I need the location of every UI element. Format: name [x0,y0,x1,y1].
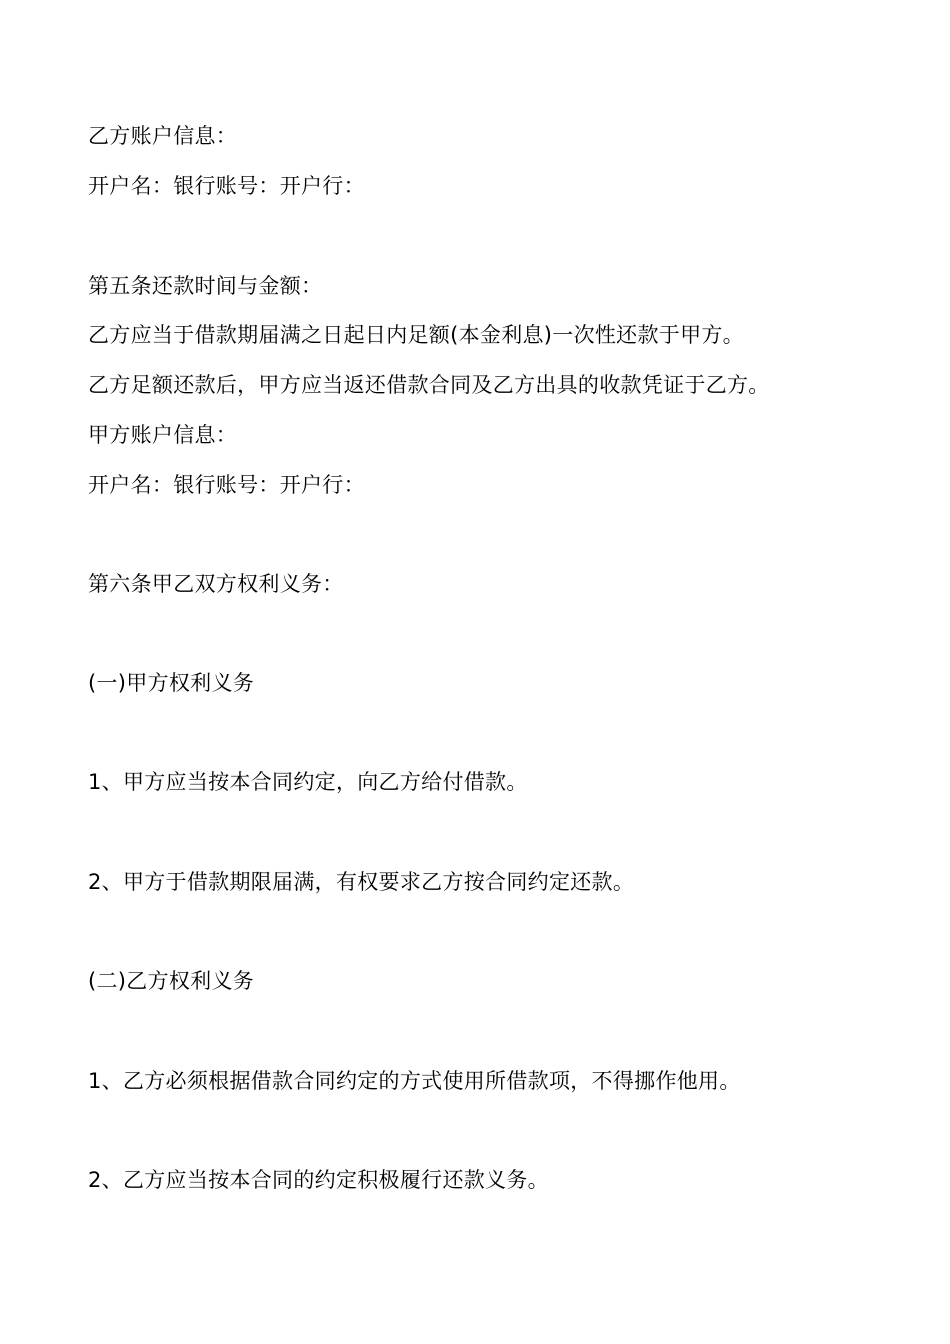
party-b-rights-heading: (二)乙方权利义务 [88,969,255,993]
party-a-rights-heading: (一)甲方权利义务 [88,671,255,695]
article-5-paragraph-2: 乙方足额还款后，甲方应当返还借款合同及乙方出具的收款凭证于乙方。 [88,373,770,397]
party-b-account-fields: 开户名：银行账号：开户行： [88,174,365,198]
party-a-clause-2: 2、甲方于借款期限届满，有权要求乙方按合同约定还款。 [88,870,635,894]
article-5-paragraph-1: 乙方应当于借款期届满之日起日内足额(本金利息)一次性还款于甲方。 [88,323,744,347]
party-a-account-fields: 开户名：银行账号：开户行： [88,473,365,497]
article-6-heading: 第六条甲乙双方权利义务： [88,572,344,596]
party-a-account-heading: 甲方账户信息： [88,423,238,447]
article-5-heading: 第五条还款时间与金额： [88,274,323,298]
party-a-clause-1: 1、甲方应当按本合同约定，向乙方给付借款。 [88,770,528,794]
party-b-clause-1: 1、乙方必须根据借款合同约定的方式使用所借款项，不得挪作他用。 [88,1069,741,1093]
party-b-account-heading: 乙方账户信息： [88,124,238,148]
party-b-clause-2: 2、乙方应当按本合同的约定积极履行还款义务。 [88,1168,549,1192]
